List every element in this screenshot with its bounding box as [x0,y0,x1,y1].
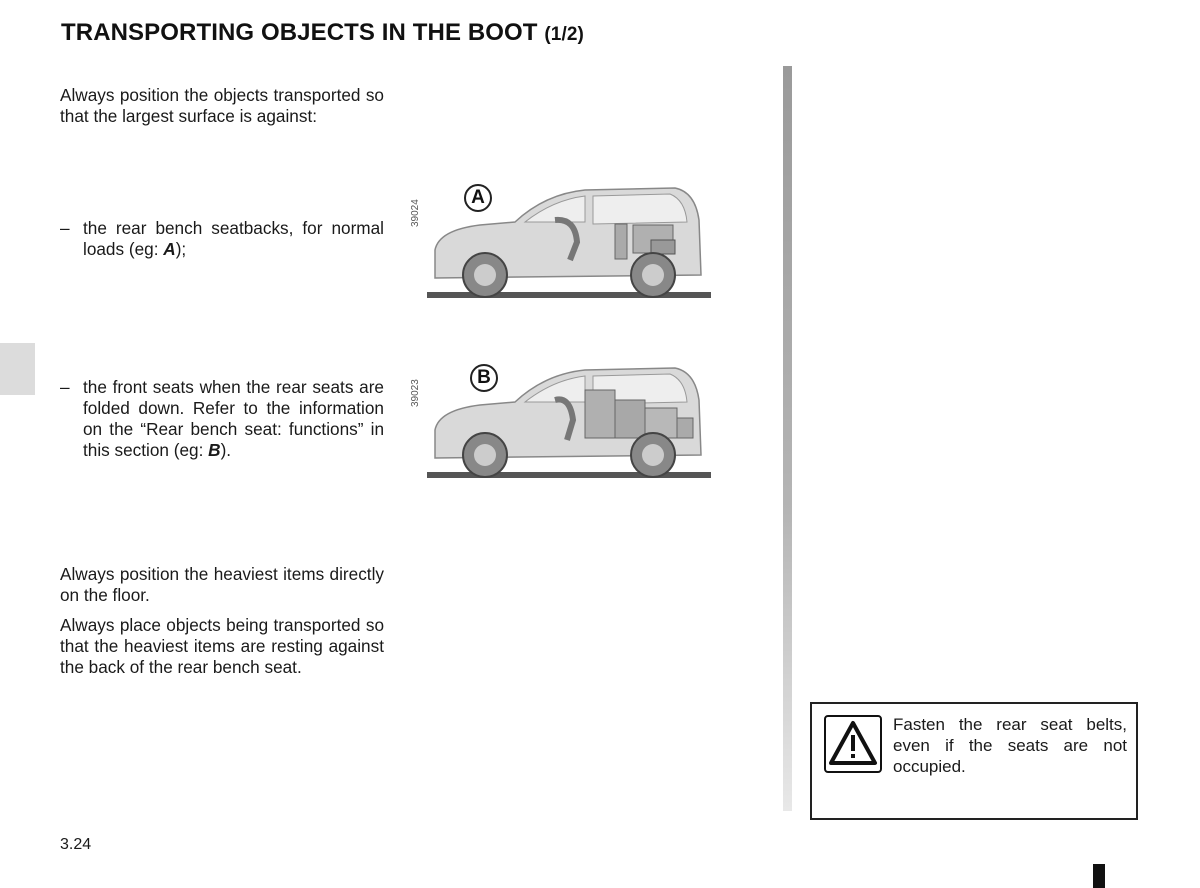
bullet-text-end: ). [220,440,232,460]
bullet-dash: – [60,377,70,397]
heavy-back-paragraph: Always place objects being transported so that the heaviest items are resting against the back of the rear bench seat. [60,615,384,677]
title-part: (1/2) [544,24,584,45]
car-illustration-b [405,360,715,485]
section-tab-marker [0,343,35,395]
figure-b [405,360,715,485]
bullet-rear-bench [60,218,384,260]
page-corner-mark [1093,864,1105,888]
bullet-dash: – [60,218,70,238]
heavy-floor-paragraph: Always position the heaviest items directly on the floor. [60,564,384,605]
bullet-ref: B [208,440,221,460]
bullet-text-end: ); [175,239,187,259]
figure-letter: B [470,364,498,392]
bullet-front-seats [60,377,384,461]
page-title [61,19,584,47]
warning-box [810,702,1138,820]
column-divider [783,66,792,811]
figure-code: 39023 [410,379,421,407]
figure-letter: A [464,184,492,212]
bullet-text: the rear bench seatbacks, for normal loads (eg: [83,218,384,259]
bullet-text: the front seats when the rear seats are folded down. Refer to the information on the “Rear bench seat: functions” in this section (eg: [83,377,384,460]
title-text: TRANSPORTING OBJECTS IN THE BOOT [61,19,538,46]
figure-a [405,180,715,305]
warning-text: Fasten the rear seat belts, even if the seats are not occupied. [893,715,1127,776]
warning-triangle-icon [824,715,882,773]
figure-code: 39024 [410,199,421,227]
intro-paragraph: Always position the objects transported so that the largest surface is against: [60,85,384,126]
car-illustration-a [405,180,715,305]
page-number: 3.24 [60,836,92,853]
bullet-ref: A [163,239,176,259]
